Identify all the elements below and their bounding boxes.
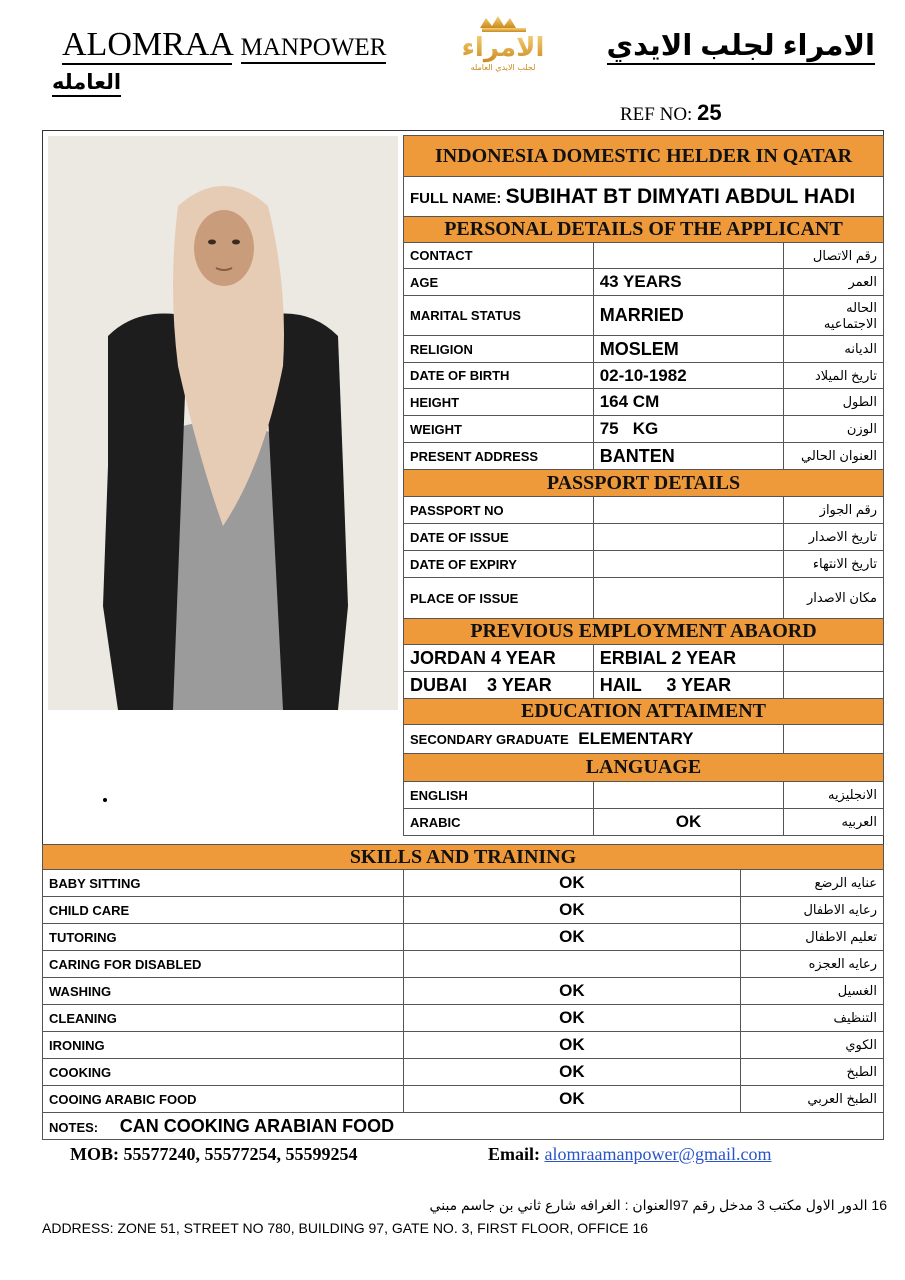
table-row <box>43 1059 884 1086</box>
education-row <box>404 725 784 754</box>
reference-number: REF NO: 25 <box>620 100 722 125</box>
table-row <box>43 978 884 1005</box>
table-row <box>43 1032 884 1059</box>
full-name-label: FULL NAME: <box>410 189 502 207</box>
row-label: ENGLISH <box>404 782 594 809</box>
row-label: CONTACT <box>404 243 594 269</box>
row-label: PRESENT ADDRESS <box>404 443 594 470</box>
row-label-ar: تاريخ الاصدار <box>784 524 884 551</box>
full-name-row <box>404 177 884 217</box>
table-row <box>404 269 884 296</box>
row-label-ar: رقم الجواز <box>784 497 884 524</box>
table-row <box>404 389 884 416</box>
notes-label: NOTES: <box>49 1119 99 1135</box>
skills-heading: SKILLS AND TRAINING <box>43 845 884 870</box>
employment-a: DUBAI 3 YEAR <box>404 672 594 699</box>
skill-label: BABY SITTING <box>43 870 404 897</box>
row-value <box>593 551 784 578</box>
skill-label: COOING ARABIC FOOD <box>43 1086 404 1113</box>
mobile-numbers: MOB: 55577240, 55577254, 55599254 <box>70 1144 358 1164</box>
row-value: 75 KG <box>593 416 784 443</box>
table-row <box>404 551 884 578</box>
skill-label-ar: رعايه العجزه <box>741 951 884 978</box>
email-line: Email: alomraamanpower@gmail.com <box>488 1144 772 1164</box>
row-value <box>593 524 784 551</box>
personal-heading: PERSONAL DETAILS OF THE APPLICANT <box>404 217 884 243</box>
table-row <box>404 497 884 524</box>
table-row <box>43 870 884 897</box>
skill-label-ar: الكوي <box>741 1032 884 1059</box>
row-label-ar: تاريخ الميلاد <box>784 363 884 389</box>
row-label: WEIGHT <box>404 416 594 443</box>
row-label: DATE OF BIRTH <box>404 363 594 389</box>
notes-value: CAN COOKING ARABIAN FOOD <box>119 1115 395 1136</box>
table-row <box>404 524 884 551</box>
table-row <box>404 336 884 363</box>
table-row <box>404 296 884 336</box>
skill-label: CLEANING <box>43 1005 404 1032</box>
row-label: MARITAL STATUS <box>404 296 594 336</box>
skill-label: CARING FOR DISABLED <box>43 951 404 978</box>
education-value: ELEMENTARY <box>578 729 694 748</box>
table-row <box>404 809 884 836</box>
skill-value: OK <box>403 870 741 897</box>
skill-value: OK <box>403 897 741 924</box>
education-label: SECONDARY GRADUATE <box>410 732 569 747</box>
language-heading: LANGUAGE <box>404 754 884 782</box>
applicant-photo <box>48 136 398 710</box>
row-label: AGE <box>404 269 594 296</box>
brand-name: ALOMRAA MANPOWER <box>62 26 387 63</box>
row-value <box>593 243 784 269</box>
skill-label-ar: الطبخ <box>741 1059 884 1086</box>
skill-value: OK <box>403 1005 741 1032</box>
row-label: DATE OF ISSUE <box>404 524 594 551</box>
row-value: MARRIED <box>593 296 784 336</box>
row-label-ar: الطول <box>784 389 884 416</box>
logo-subtext: لجلب الايدي العامله <box>470 63 536 72</box>
passport-heading: PASSPORT DETAILS <box>404 470 884 497</box>
table-row <box>404 443 884 470</box>
notes-row <box>43 1113 884 1140</box>
row-label: PLACE OF ISSUE <box>404 578 594 619</box>
stray-dot <box>103 798 107 802</box>
row-label-ar: العمر <box>784 269 884 296</box>
skill-value: OK <box>403 924 741 951</box>
row-label: PASSPORT NO <box>404 497 594 524</box>
arabic-subtitle: العامله <box>52 70 121 97</box>
skill-label-ar: التنظيف <box>741 1005 884 1032</box>
row-value: 43 YEARS <box>593 269 784 296</box>
education-heading: EDUCATION ATTAIMENT <box>404 699 884 725</box>
table-row <box>43 1005 884 1032</box>
table-row <box>404 782 884 809</box>
table-row <box>43 897 884 924</box>
skill-label-ar: الطبخ العربي <box>741 1086 884 1113</box>
skill-value: OK <box>403 1086 741 1113</box>
email-link[interactable]: alomraamanpower@gmail.com <box>544 1144 772 1164</box>
table-row <box>404 578 884 619</box>
skill-label-ar: رعايه الاطفال <box>741 897 884 924</box>
address-arabic: 16 الدور الاول مكتب 3 مدخل رقم 97العنوان : الغرافه شارع ثاني بن جاسم مبني <box>429 1197 887 1213</box>
row-label: ARABIC <box>404 809 594 836</box>
row-value: OK <box>593 809 784 836</box>
row-label-ar: العنوان الحالي <box>784 443 884 470</box>
employment-b: HAIL 3 YEAR <box>593 672 784 699</box>
employment-a: JORDAN 4 YEAR <box>404 645 594 672</box>
skill-label: IRONING <box>43 1032 404 1059</box>
table-row <box>43 951 884 978</box>
row-label: RELIGION <box>404 336 594 363</box>
table-row <box>43 1086 884 1113</box>
row-label-ar: الديانه <box>784 336 884 363</box>
row-value: BANTEN <box>593 443 784 470</box>
row-value: 02-10-1982 <box>593 363 784 389</box>
skills-table <box>42 844 884 1140</box>
row-label-ar: مكان الاصدار <box>784 578 884 619</box>
table-row <box>404 672 884 699</box>
skill-value: OK <box>403 1032 741 1059</box>
skill-label-ar: تعليم الاطفال <box>741 924 884 951</box>
row-label-ar: رقم الاتصال <box>784 243 884 269</box>
table-row <box>404 645 884 672</box>
row-label: HEIGHT <box>404 389 594 416</box>
skill-label: TUTORING <box>43 924 404 951</box>
skill-label: COOKING <box>43 1059 404 1086</box>
skill-label: WASHING <box>43 978 404 1005</box>
table-row <box>404 243 884 269</box>
row-label-ar: الحاله الاجتماعيه <box>784 296 884 336</box>
row-value <box>593 578 784 619</box>
row-value: MOSLEM <box>593 336 784 363</box>
skill-value: OK <box>403 978 741 1005</box>
row-value <box>593 782 784 809</box>
company-logo <box>428 8 578 74</box>
skill-label-ar: الغسيل <box>741 978 884 1005</box>
details-table <box>403 135 884 836</box>
skill-label-ar: عنايه الرضع <box>741 870 884 897</box>
table-row <box>404 363 884 389</box>
title-band: INDONESIA DOMESTIC HELDER IN QATAR <box>404 136 884 177</box>
row-label-ar: العربيه <box>784 809 884 836</box>
skill-label: CHILD CARE <box>43 897 404 924</box>
skill-value: OK <box>403 1059 741 1086</box>
row-label-ar: الوزن <box>784 416 884 443</box>
table-row <box>43 924 884 951</box>
full-name-value: SUBIHAT BT DIMYATI ABDUL HADI <box>505 184 856 208</box>
address-english: ADDRESS: ZONE 51, STREET NO 780, BUILDING 97, GATE NO. 3, FIRST FLOOR, OFFICE 16 <box>42 1220 649 1236</box>
row-label-ar: تاريخ الانتهاء <box>784 551 884 578</box>
table-row <box>404 725 884 754</box>
row-value: 164 CM <box>593 389 784 416</box>
row-label: DATE OF EXPIRY <box>404 551 594 578</box>
employment-b: ERBIAL 2 YEAR <box>593 645 784 672</box>
skill-value <box>403 951 741 978</box>
arabic-title: الامراء لجلب الايدي <box>607 28 876 65</box>
employment-heading: PREVIOUS EMPLOYMENT ABAORD <box>404 619 884 645</box>
logo-text: الامراء <box>461 33 545 63</box>
table-row <box>404 416 884 443</box>
row-label-ar: الانجليزيه <box>784 782 884 809</box>
row-value <box>593 497 784 524</box>
